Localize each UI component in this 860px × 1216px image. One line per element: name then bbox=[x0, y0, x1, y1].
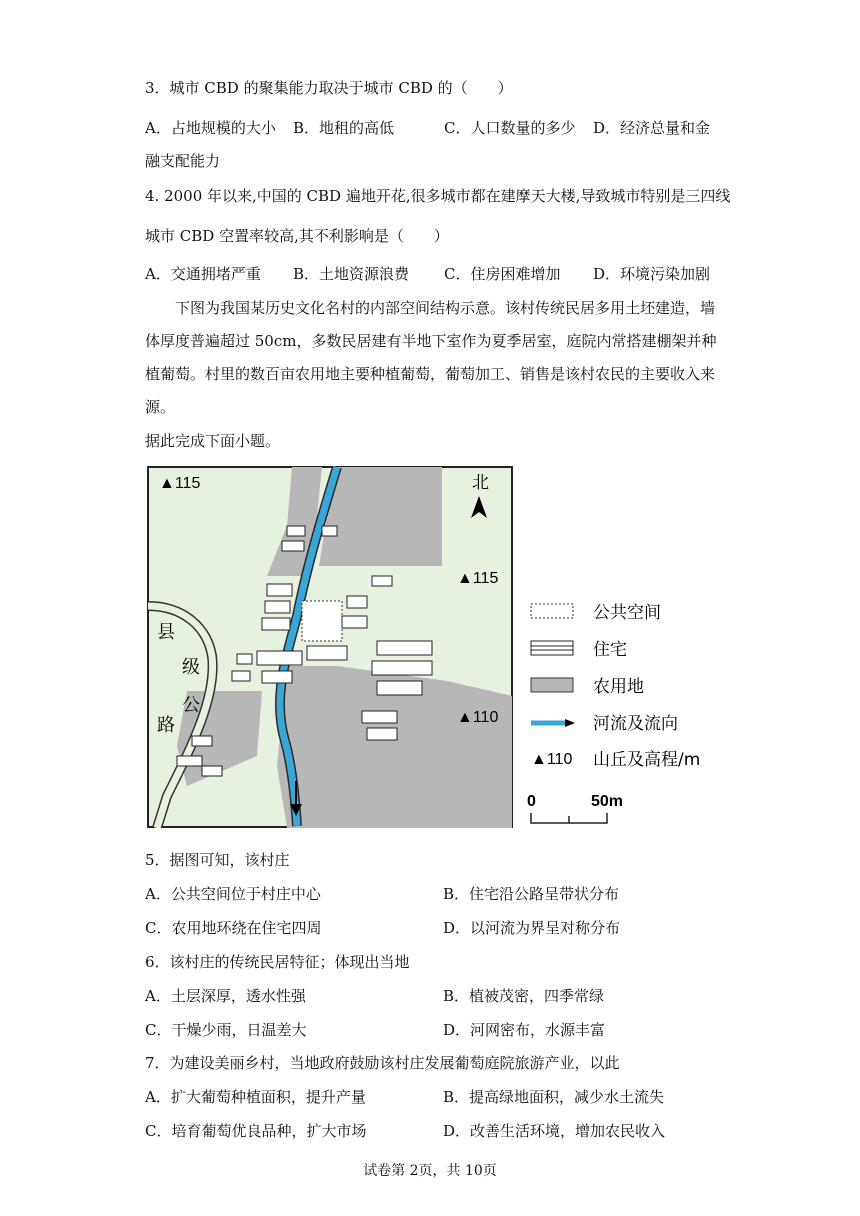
q3-option-d[interactable]: D．经济总量和金 bbox=[593, 119, 711, 137]
q6-option-d[interactable]: D．河网密布，水源丰富 bbox=[443, 1021, 606, 1039]
legend-house-label: 住宅 bbox=[593, 640, 627, 660]
intro-line-1: 下图为我国某历史文化名村的内部空间结构示意。该村传统民居多用土坯建造，墙 bbox=[175, 299, 716, 317]
legend-house-swatch bbox=[531, 641, 573, 655]
intro-line-3: 植葡萄。村里的数百亩农用地主要种植葡萄，葡萄加工、销售是该村农民的主要收入来 bbox=[145, 365, 716, 383]
legend-public-space-swatch bbox=[531, 604, 573, 618]
question-4-stem-line2: 城市 CBD 空置率较高,其不利影响是（ ） bbox=[145, 227, 449, 245]
q6-option-b[interactable]: B．植被茂密，四季常绿 bbox=[443, 987, 605, 1005]
q3-option-a[interactable]: A．占地规模的大小 bbox=[145, 119, 276, 137]
page-footer: 试卷第 2页，共 10页 bbox=[363, 1163, 497, 1179]
q5-option-c[interactable]: C．农用地环绕在住宅四周 bbox=[145, 919, 322, 937]
q7-option-d[interactable]: D．改善生活环境，增加农民收入 bbox=[443, 1122, 666, 1140]
scale-distance: 50m bbox=[591, 793, 624, 810]
question-6-stem: 6．该村庄的传统民居特征；体现出当地 bbox=[145, 953, 410, 971]
scale-bar bbox=[531, 813, 607, 823]
legend-hill-label: 山丘及高程/m bbox=[593, 750, 701, 770]
q6-option-c[interactable]: C．干燥少雨，日温差大 bbox=[145, 1021, 307, 1039]
road-char-4: 路 bbox=[157, 715, 175, 736]
q4-option-d[interactable]: D．环境污染加剧 bbox=[593, 265, 711, 283]
intro-line-2: 体厚度普遍超过 50cm，多数民居建有半地下室作为夏季居室，庭院内常搭建棚架并种 bbox=[145, 332, 717, 350]
road-char-2: 级 bbox=[182, 657, 200, 678]
legend-river-label: 河流及流向 bbox=[593, 714, 678, 734]
public-space bbox=[302, 601, 342, 641]
scale-zero: 0 bbox=[527, 793, 536, 810]
intro-line-4: 源。 bbox=[145, 398, 176, 416]
q5-option-b[interactable]: B．住宅沿公路呈带状分布 bbox=[443, 885, 620, 903]
q5-option-a[interactable]: A．公共空间位于村庄中心 bbox=[145, 885, 321, 903]
q7-option-c[interactable]: C．培育葡萄优良品种，扩大市场 bbox=[145, 1122, 367, 1140]
village-map bbox=[147, 466, 513, 828]
q7-option-a[interactable]: A．扩大葡萄种植面积，提升产量 bbox=[145, 1088, 366, 1106]
q6-option-a[interactable]: A．土层深厚，透水性强 bbox=[145, 987, 306, 1005]
q7-option-b[interactable]: B．提高绿地面积，减少水土流失 bbox=[443, 1088, 665, 1106]
question-5-stem: 5．据图可知，该村庄 bbox=[145, 851, 290, 869]
legend-public-space-label: 公共空间 bbox=[593, 603, 661, 623]
road-char-3: 公 bbox=[182, 695, 200, 716]
hill-label-southeast: ▲110 bbox=[457, 709, 499, 726]
q4-option-a[interactable]: A．交通拥堵严重 bbox=[145, 265, 261, 283]
q3-option-c[interactable]: C．人口数量的多少 bbox=[444, 119, 576, 137]
road-char-1: 县 bbox=[157, 622, 175, 643]
hill-label-east: ▲115 bbox=[457, 570, 499, 587]
map-legend bbox=[527, 598, 767, 828]
legend-farmland-swatch bbox=[531, 678, 573, 692]
question-7-stem: 7．为建设美丽乡村，当地政府鼓励该村庄发展葡萄庭院旅游产业，以此 bbox=[145, 1054, 620, 1072]
hill-label-northwest: ▲115 bbox=[159, 475, 201, 492]
q4-option-b[interactable]: B．土地资源浪费 bbox=[293, 265, 410, 283]
intro-line-5: 据此完成下面小题。 bbox=[145, 432, 281, 450]
question-4-stem-line1: 4. 2000 年以来,中国的 CBD 遍地开花,很多城市都在建摩天大楼,导致城市特别是三四线 bbox=[145, 187, 731, 205]
q5-option-d[interactable]: D．以河流为界呈对称分布 bbox=[443, 919, 621, 937]
question-3-stem: 3．城市 CBD 的聚集能力取决于城市 CBD 的（ ） bbox=[145, 79, 513, 97]
q3-option-b[interactable]: B．地租的高低 bbox=[293, 119, 395, 137]
legend-river-swatch bbox=[531, 719, 575, 727]
north-label: 北 bbox=[472, 473, 489, 493]
q3-option-d-wrap: 融支配能力 bbox=[145, 152, 221, 170]
q4-option-c[interactable]: C．住房困难增加 bbox=[444, 265, 561, 283]
legend-hill-value: ▲110 bbox=[531, 751, 573, 768]
legend-farmland-label: 农用地 bbox=[593, 677, 644, 697]
